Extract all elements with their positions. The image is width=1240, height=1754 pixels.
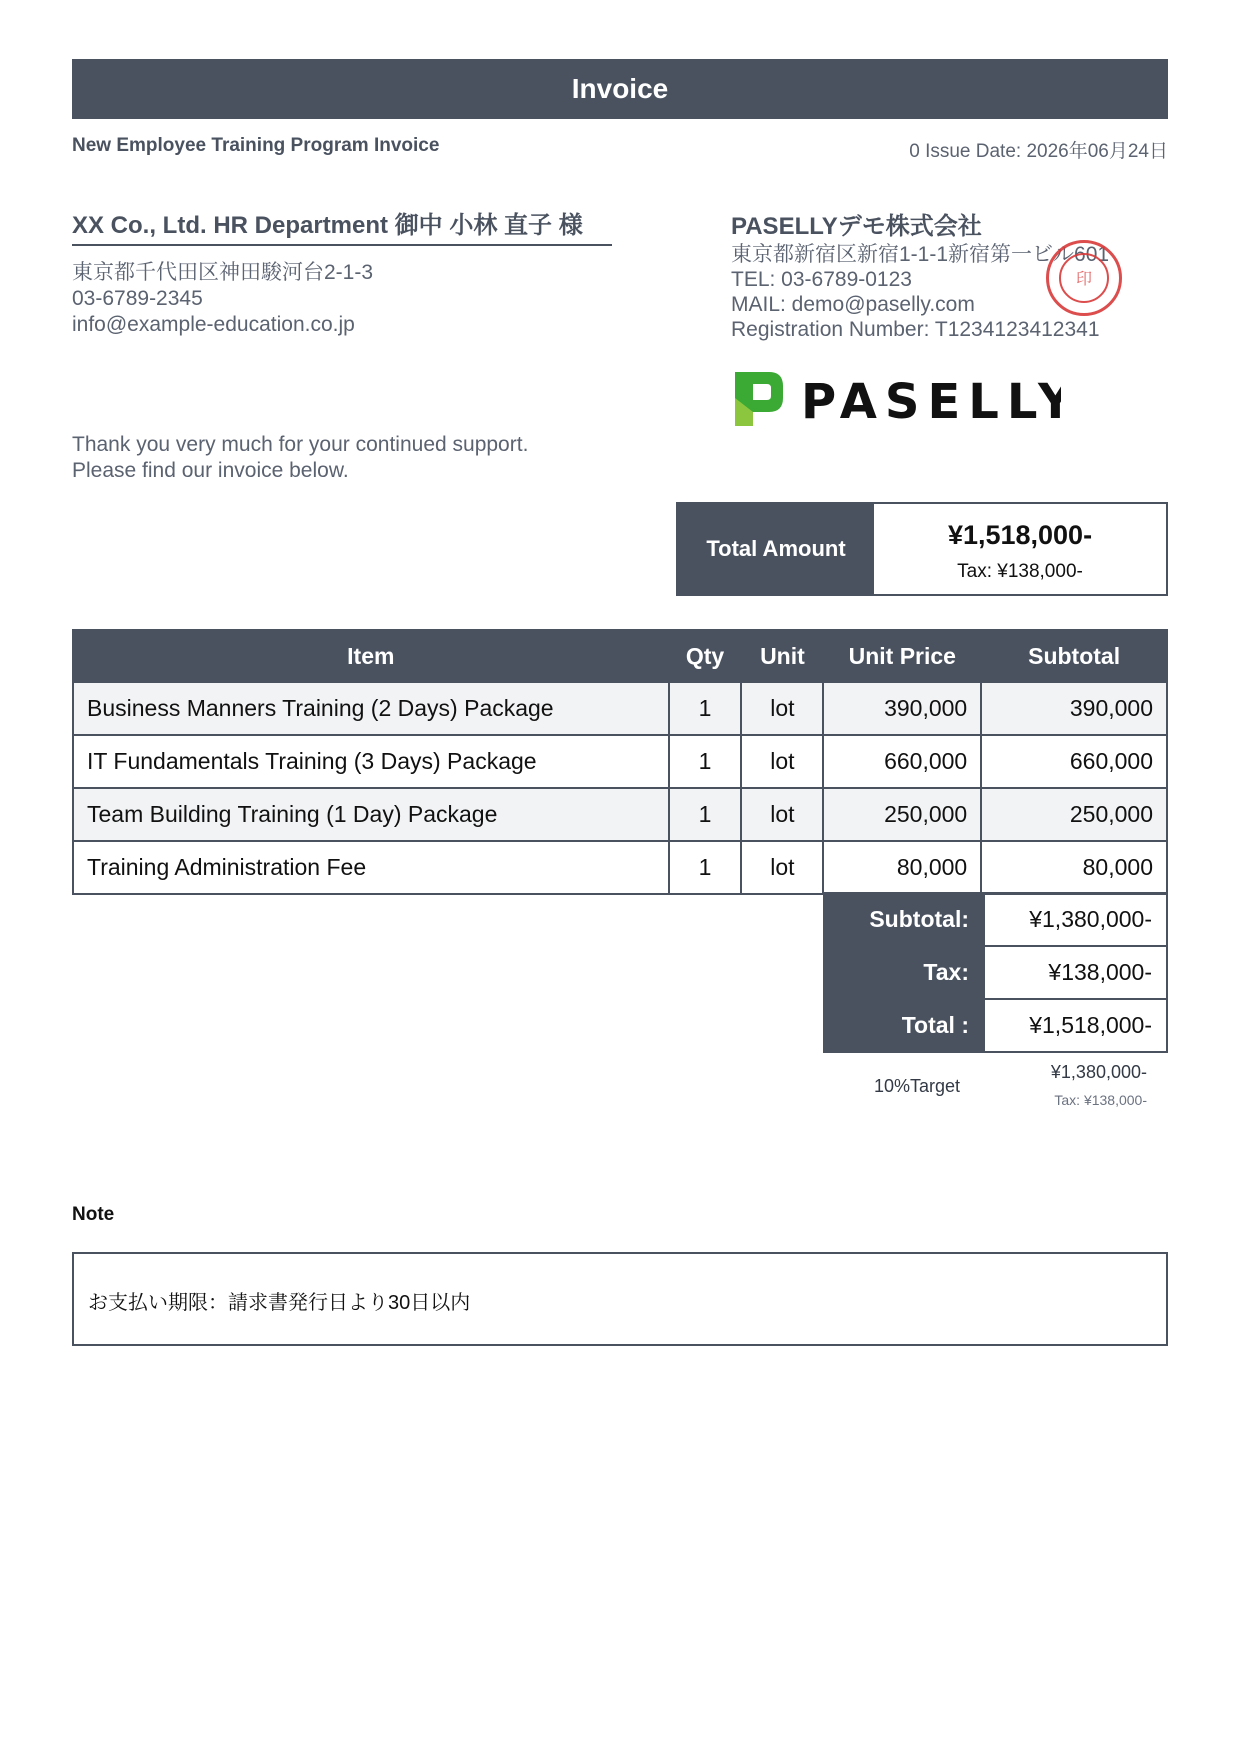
company-tel: TEL: 03-6789-0123 [731,268,912,291]
cell-item: IT Fundamentals Training (3 Days) Package [73,735,669,788]
summary-tax-label: Tax: [824,946,984,999]
cell-item: Team Building Training (1 Day) Package [73,788,669,841]
cell-unit: lot [741,788,823,841]
greeting-line-1: Thank you very much for your continued support. [72,433,529,456]
client-address: 東京都千代田区神田駿河台2-1-3 [72,261,374,284]
summary-subtotal-row [824,893,1167,946]
summary-subtotal-label: Subtotal: [824,893,984,946]
invoice-title: Invoice [72,59,1168,119]
cell-item: Training Administration Fee [73,841,669,894]
svg-text:印: 印 [1075,269,1093,288]
header-unit-price: Unit Price [823,630,981,682]
header-unit: Unit [741,630,823,682]
cell-subtotal: 390,000 [981,682,1167,735]
greeting [72,432,528,484]
greeting-line-2: Please find our invoice below. [72,459,349,482]
total-amount-value: ¥1,518,000- [947,520,1093,550]
cell-subtotal: 250,000 [981,788,1167,841]
summary-table [823,892,1168,1053]
header-subtotal: Subtotal [981,630,1167,682]
note-text: お支払い期限：請求書発行日より30日以内 [88,1292,471,1314]
svg-text:PASELLY: PASELLY [801,374,1061,430]
note-heading: Note [72,1204,115,1225]
cell-unit: lot [741,682,823,735]
client-name: XX Co., Ltd. HR Department 御中 小林 直子 様 [72,212,612,246]
cell-unit-price: 250,000 [823,788,981,841]
cell-unit-price: 660,000 [823,735,981,788]
cell-unit: lot [741,735,823,788]
cell-unit: lot [741,841,823,894]
total-tax-value: Tax: ¥138,000- [957,561,1083,582]
note-box [72,1252,1168,1346]
header-qty: Qty [669,630,742,682]
summary-total-row [824,999,1167,1052]
items-header-row [73,630,1167,682]
cell-qty: 1 [669,841,742,894]
issue-date: 0 Issue Date: 2026年06月24日 [909,141,1168,162]
summary-total-value: ¥1,518,000- [984,999,1167,1052]
client-phone: 03-6789-2345 [72,287,203,310]
tax-target-tax: Tax: ¥138,000- [1054,1092,1147,1108]
cell-item: Business Manners Training (2 Days) Package [73,682,669,735]
summary-tax-row [824,946,1167,999]
summary-subtotal-value: ¥1,380,000- [984,893,1167,946]
items-table [72,629,1168,895]
cell-unit-price: 390,000 [823,682,981,735]
company-seal-icon [1046,240,1122,316]
summary-tax-value: ¥138,000- [984,946,1167,999]
table-row [73,788,1167,841]
cell-subtotal: 80,000 [981,841,1167,894]
total-amount-label: Total Amount [678,504,874,594]
company-registration: Registration Number: T1234123412341 [731,318,1100,341]
cell-qty: 1 [669,735,742,788]
client-email: info@example-education.co.jp [72,313,355,336]
cell-unit-price: 80,000 [823,841,981,894]
table-row [73,682,1167,735]
tax-target-amount: ¥1,380,000- [1050,1062,1147,1082]
paselly-logo [731,368,1061,430]
cell-subtotal: 660,000 [981,735,1167,788]
header-item: Item [73,630,669,682]
paselly-leaf-logo-icon [731,368,1061,430]
total-amount-box [676,502,1168,596]
company-mail: MAIL: demo@paselly.com [731,293,975,316]
table-row [73,735,1167,788]
cell-qty: 1 [669,788,742,841]
client-block [72,212,612,338]
summary-total-label: Total : [824,999,984,1052]
tax-target-label: 10%Target [874,1076,961,1096]
company-name: PASELLYデモ株式会社 [731,213,982,240]
company-address: 東京都新宿区新宿1-1-1新宿第一ビル601 [731,243,1110,266]
invoice-subtitle: New Employee Training Program Invoice [72,135,440,156]
table-row [73,841,1167,894]
cell-qty: 1 [669,682,742,735]
